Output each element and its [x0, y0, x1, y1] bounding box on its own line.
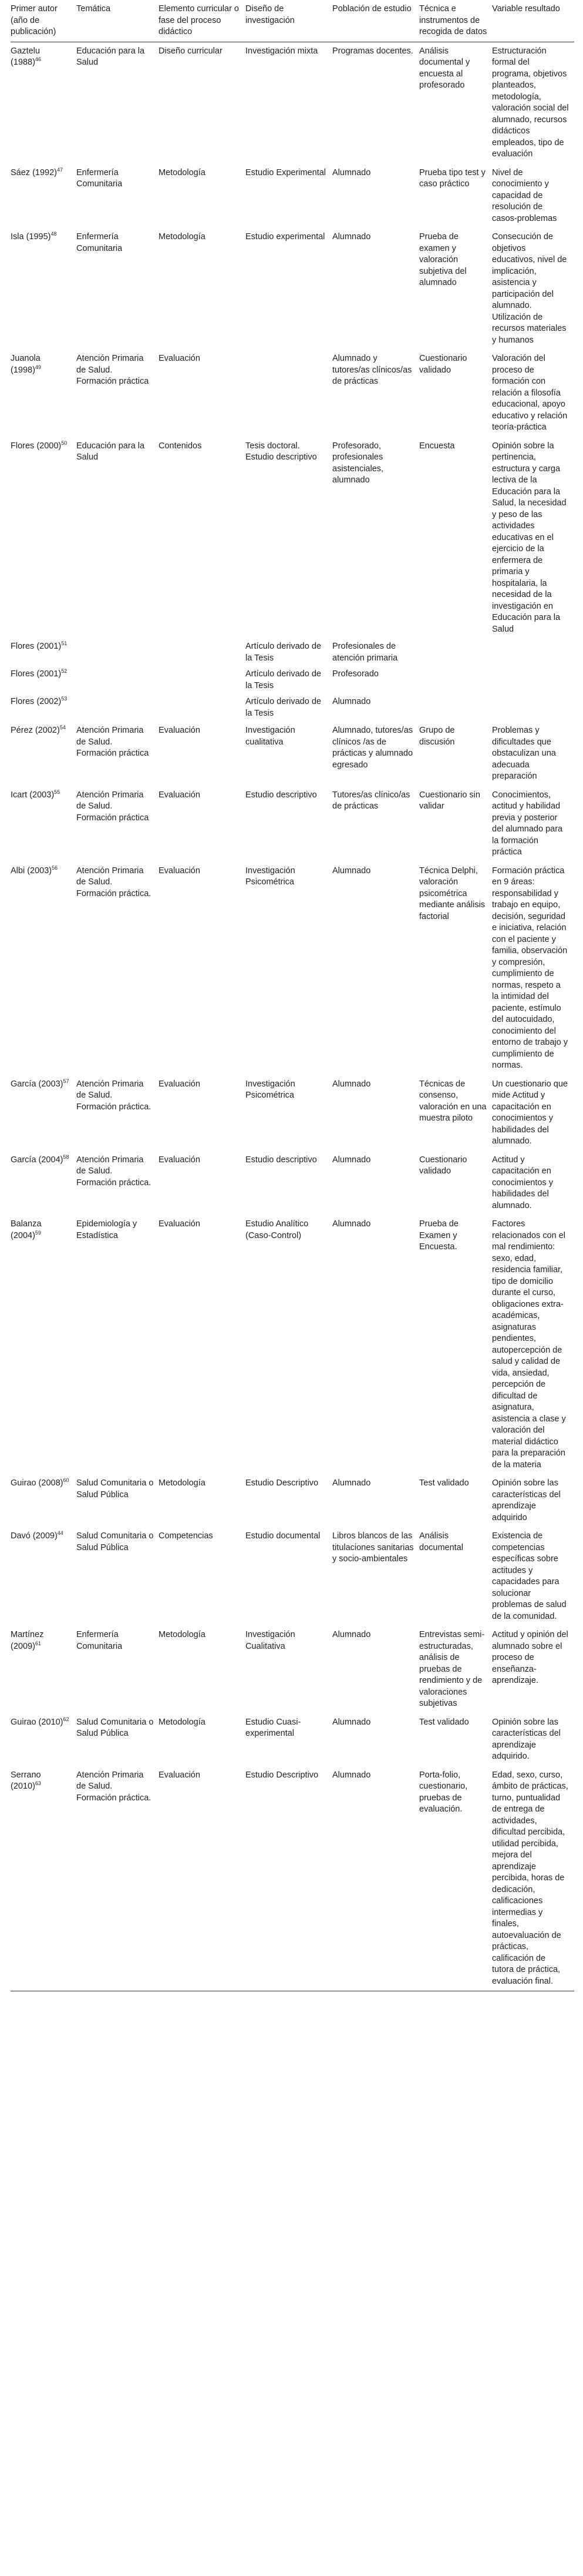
cell-author: García $(2003)^{57}$	[11, 1078, 69, 1089]
cell-elemento: Contenidos	[159, 441, 202, 451]
cell-elemento: Metodología	[159, 1717, 205, 1727]
table-row	[11, 1075, 574, 1151]
cell-elemento: Evaluación	[159, 790, 200, 800]
cell-elemento: Evaluación	[159, 1219, 200, 1229]
cell-poblacion: Alumnado	[332, 1478, 371, 1488]
header-diseno: Diseño de investigación	[245, 0, 332, 42]
cell-poblacion: Alumnado	[332, 1717, 371, 1727]
cell-tecnica: Análisis documental y encuesta al profesorado	[419, 46, 470, 90]
cell-tecnica: Test validado	[419, 1478, 469, 1488]
cell-elemento: Evaluación	[159, 866, 200, 876]
header-elemento: Elemento curricular o fase del proceso didáctico	[159, 0, 245, 42]
header-tematica: Temática	[76, 0, 159, 42]
cell-author: Davó $(2009)^{44}$	[11, 1530, 63, 1541]
cell-diseno: Estudio experimental	[245, 232, 325, 242]
cell-variable: Problemas y dificultades que obstaculizan una adecuada preparación	[492, 726, 556, 781]
cell-author: Gaztelu $(1988)^{46}$	[11, 46, 41, 67]
cell-diseno: Estudio Experimental	[245, 167, 326, 177]
cell-tecnica: Técnica Delphi, valoración psicométrica mediante análisis factorial	[419, 866, 486, 921]
cell-poblacion: Profesionales de atención primaria	[332, 642, 398, 663]
cell-author: Flores $(2001)^{51}$	[11, 640, 68, 651]
header-variable: Variable resultado	[492, 0, 574, 42]
cell-diseno: Estudio Analítico (Caso-Control)	[245, 1219, 309, 1240]
cell-variable: Actitud y opinión del alumnado sobre el proceso de enseñanza-aprendizaje.	[492, 1630, 568, 1685]
cell-tematica: Enfermería Comunitaria	[76, 167, 123, 189]
cell-author: Pérez $(2002)^{54}$	[11, 724, 66, 735]
cell-poblacion: Libros blancos de las titulaciones sanitarias y socio-ambientales	[332, 1531, 414, 1564]
cell-variable: Opinión sobre las características del aprendizaje adquirido.	[492, 1717, 561, 1761]
cell-tecnica: Cuestionario validado	[419, 354, 467, 375]
cell-author: Icart $(2003)^{55}$	[11, 789, 60, 800]
cell-poblacion: Alumnado y tutores/as clínicos/as de prácticas	[332, 354, 412, 386]
cell-tecnica: Prueba de Examen y Encuesta.	[419, 1219, 459, 1252]
cell-poblacion: Alumnado	[332, 1630, 371, 1639]
cell-tematica: Educación para la Salud	[76, 441, 145, 462]
cell-tematica: Atención Primaria de Salud. Formación práctica	[76, 790, 149, 823]
table-row	[11, 1215, 574, 1474]
table-row	[11, 639, 574, 666]
cell-elemento: Competencias	[159, 1531, 213, 1541]
table-row	[11, 1527, 574, 1626]
cell-diseno: Investigación Psicométrica	[245, 866, 295, 887]
table-row	[11, 666, 574, 694]
cell-diseno: Estudio Cuasi-experimental	[245, 1717, 301, 1738]
cell-variable: Nivel de conocimiento y capacidad de resolución de casos-problemas	[492, 167, 557, 223]
cell-elemento: Evaluación	[159, 726, 200, 735]
cell-tecnica: Cuestionario validado	[419, 1155, 467, 1176]
cell-author: Serrano $(2010)^{63}$	[11, 1766, 76, 1991]
cell-elemento: Metodología	[159, 232, 205, 242]
cell-author: Albi $(2003)^{56}$	[11, 864, 58, 876]
table-row	[11, 1626, 574, 1713]
cell-poblacion: Alumnado	[332, 167, 371, 177]
header-poblacion: Población de estudio	[332, 0, 419, 42]
cell-diseno: Estudio descriptivo	[245, 1155, 317, 1165]
cell-author: Isla $(1995)^{48}$	[11, 231, 57, 242]
cell-diseno: Investigación Cualitativa	[245, 1630, 295, 1651]
cell-diseno: Tesis doctoral. Estudio descriptivo	[245, 441, 317, 462]
cell-variable: Edad, sexo, curso, ámbito de prácticas, turno, puntualidad de entrega de actividades, dificultad percibida, utilidad percibida, mejora del aprendizaje percibida, horas de dedicación, calificaciones intermedias y finales, autoevaluación de prácticas, calificación de tutora de práctica, evaluación final.	[492, 1766, 574, 1991]
cell-elemento: Metodología	[159, 1478, 205, 1488]
cell-elemento: Evaluación	[159, 1079, 200, 1089]
cell-elemento: Diseño curricular	[159, 46, 223, 56]
cell-tecnica: Prueba tipo test y caso práctico	[419, 167, 486, 189]
cell-tecnica: Prueba de examen y valoración subjetiva del alumnado	[419, 232, 467, 287]
cell-author: Balanza $(2004)^{59}$	[11, 1219, 42, 1240]
cell-poblacion: Alumnado, tutores/as clínicos /as de prácticas y alumnado egresado	[332, 726, 413, 770]
cell-author: Flores $(2001)^{52}$	[11, 668, 68, 679]
cell-elemento: Metodología	[159, 1630, 205, 1639]
cell-variable: Conocimientos, actitud y habilidad previa y posterior del alumnado para la formación práctica	[492, 790, 563, 857]
table-row	[11, 164, 574, 229]
table-container	[11, 0, 574, 1991]
cell-tematica: Enfermería Comunitaria	[76, 232, 123, 253]
cell-diseno: Estudio documental	[245, 1531, 321, 1541]
cell-author: Guirao $(2010)^{62}$	[11, 1716, 69, 1727]
cell-elemento: Evaluación	[159, 1766, 245, 1991]
cell-tematica: Atención Primaria de Salud. Formación práctica.	[76, 1766, 159, 1991]
cell-diseno: Estudio Descriptivo	[245, 1766, 332, 1991]
cell-tecnica: Análisis documental	[419, 1531, 463, 1552]
cell-author: Flores $(2002)^{53}$	[11, 696, 68, 706]
cell-variable: Existencia de competencias específicas sobre actitudes y capacidades para solucionar problemas de salud de la comunidad.	[492, 1531, 567, 1621]
cell-diseno: Investigación Psicométrica	[245, 1079, 295, 1100]
cell-tecnica: Test validado	[419, 1717, 469, 1727]
cell-author: Flores $(2000)^{50}$	[11, 440, 68, 451]
cell-poblacion: Profesorado, profesionales asistenciales, alumnado	[332, 441, 384, 485]
table-row	[11, 1766, 574, 1991]
cell-poblacion: Alumnado	[332, 866, 371, 876]
cell-author: Martínez $(2009)^{61}$	[11, 1630, 44, 1651]
cell-poblacion: Alumnado	[332, 1766, 419, 1991]
cell-diseno: Artículo derivado de la Tesis	[245, 642, 321, 663]
table-row	[11, 862, 574, 1075]
cell-tecnica: Encuesta	[419, 441, 455, 451]
table-row	[11, 786, 574, 862]
cell-diseno: Estudio descriptivo	[245, 790, 317, 800]
studies-table	[11, 0, 574, 1991]
cell-tecnica: Técnicas de consenso, valoración en una muestra piloto	[419, 1079, 487, 1123]
cell-tecnica: Entrevistas semi-estructuradas, análisis de pruebas de rendimiento y de valoraciones subjetivas	[419, 1630, 485, 1708]
cell-tematica: Atención Primaria de Salud. Formación práctica.	[76, 1155, 151, 1188]
cell-author: Sáez $(1992)^{47}$	[11, 166, 63, 177]
table-row	[11, 350, 574, 437]
cell-poblacion: Alumnado	[332, 1219, 371, 1229]
cell-author: Guirao $(2008)^{60}$	[11, 1477, 69, 1488]
table-row	[11, 722, 574, 786]
cell-tematica: Epidemiología y Estadística	[76, 1219, 137, 1240]
cell-variable: Formación práctica en 9 áreas: responsabilidad y trabajo en equipo, decisión, seguridad e iniciativa, relación con el paciente y familia, observación y compresión, cumplimiento de normas, respeto a la intimidad del paciente, estímulo del autocuidado, conocimiento del entorno de trabajo y cumplimiento de normas.	[492, 866, 568, 1070]
cell-tecnica: Cuestionario sin validar	[419, 790, 480, 811]
cell-variable: Valoración del proceso de formación con relación a filosofía educacional, apoyo educativo y relación teoría-práctica	[492, 354, 568, 432]
table-row	[11, 694, 574, 722]
cell-variable: Un cuestionario que mide Actitud y capacitación en conocimientos y habilidades del alumnado.	[492, 1079, 568, 1146]
cell-tematica: Educación para la Salud	[76, 46, 145, 67]
cell-diseno: Investigación cualitativa	[245, 726, 295, 747]
cell-tecnica: Grupo de discusión	[419, 726, 455, 747]
header-tecnica: Técnica e instrumentos de recogida de datos	[419, 0, 492, 42]
cell-diseno: Artículo derivado de la Tesis	[245, 669, 321, 690]
cell-variable: Consecución de objetivos educativos, nivel de implicación, asistencia y participación del alumnado. Utilización de recursos materiales y humanos	[492, 232, 567, 345]
cell-diseno	[245, 350, 332, 437]
cell-poblacion: Alumnado	[332, 1155, 371, 1165]
cell-elemento: Metodología	[159, 167, 205, 177]
table-row	[11, 1474, 574, 1527]
cell-tematica: Atención Primaria de Salud. Formación práctica	[76, 726, 149, 758]
cell-variable: Estructuración formal del programa, objetivos planteados, metodología, valoración social del alumnado, recursos didácticos empleados, tipo de evaluación	[492, 46, 569, 159]
cell-variable: Opinión sobre la pertinencia, estructura y carga lectiva de la Educación para la Salud, la necesidad y peso de las actividades educativas en el ejercicio de la enfermera de primaria y hospitalaria, la necesidad de la investigación en Educación para la Salud	[492, 441, 567, 634]
cell-variable: Opinión sobre las características del aprendizaje adquirido	[492, 1478, 561, 1522]
cell-tematica: Salud Comunitaria o Salud Pública	[76, 1478, 154, 1500]
cell-diseno: Artículo derivado de la Tesis	[245, 697, 321, 718]
cell-elemento: Evaluación	[159, 354, 200, 363]
cell-diseno: Estudio Descriptivo	[245, 1478, 319, 1488]
cell-poblacion: Tutores/as clínico/as de prácticas	[332, 790, 410, 811]
cell-author: García $(2004)^{58}$	[11, 1153, 69, 1165]
cell-tematica: Atención Primaria de Salud. Formación práctica	[76, 354, 149, 386]
cell-tematica: Salud Comunitaria o Salud Pública	[76, 1531, 154, 1552]
cell-elemento: Evaluación	[159, 1155, 200, 1165]
cell-tematica: Enfermería Comunitaria	[76, 1630, 123, 1651]
cell-poblacion: Alumnado	[332, 232, 371, 242]
header-author: Primer autor (año de publicación)	[11, 0, 76, 42]
cell-poblacion: Profesorado	[332, 669, 379, 679]
table-row	[11, 228, 574, 350]
cell-author: Juanola $(1998)^{49}$	[11, 354, 41, 375]
cell-tecnica: Porta-folio, cuestionario, pruebas de evaluación.	[419, 1766, 492, 1991]
header-row	[11, 0, 574, 42]
table-row	[11, 42, 574, 164]
cell-poblacion: Programas docentes.	[332, 46, 413, 56]
table-row	[11, 1713, 574, 1766]
cell-tematica: Atención Primaria de Salud. Formación práctica.	[76, 1079, 151, 1112]
cell-tematica: Salud Comunitaria o Salud Pública	[76, 1717, 154, 1738]
cell-variable: Factores relacionados con el mal rendimiento: sexo, edad, residencia familiar, tipo de domicilio durante el curso, obligaciones extra-académicas, asignaturas pendientes, autopercepción de salud y calidad de vida, ansiedad, percepción de dificultad de asignatura, asistencia a clase y valoración del material didáctico para la preparación de la materia	[492, 1219, 566, 1470]
cell-poblacion: Alumnado	[332, 1079, 371, 1089]
cell-tematica: Atención Primaria de Salud. Formación práctica.	[76, 866, 151, 898]
table-row	[11, 437, 574, 639]
cell-diseno: Investigación mixta	[245, 46, 318, 56]
table-row	[11, 1151, 574, 1216]
cell-variable: Actitud y capacitación en conocimientos y habilidades del alumnado.	[492, 1155, 553, 1210]
cell-poblacion: Alumnado	[332, 697, 371, 706]
